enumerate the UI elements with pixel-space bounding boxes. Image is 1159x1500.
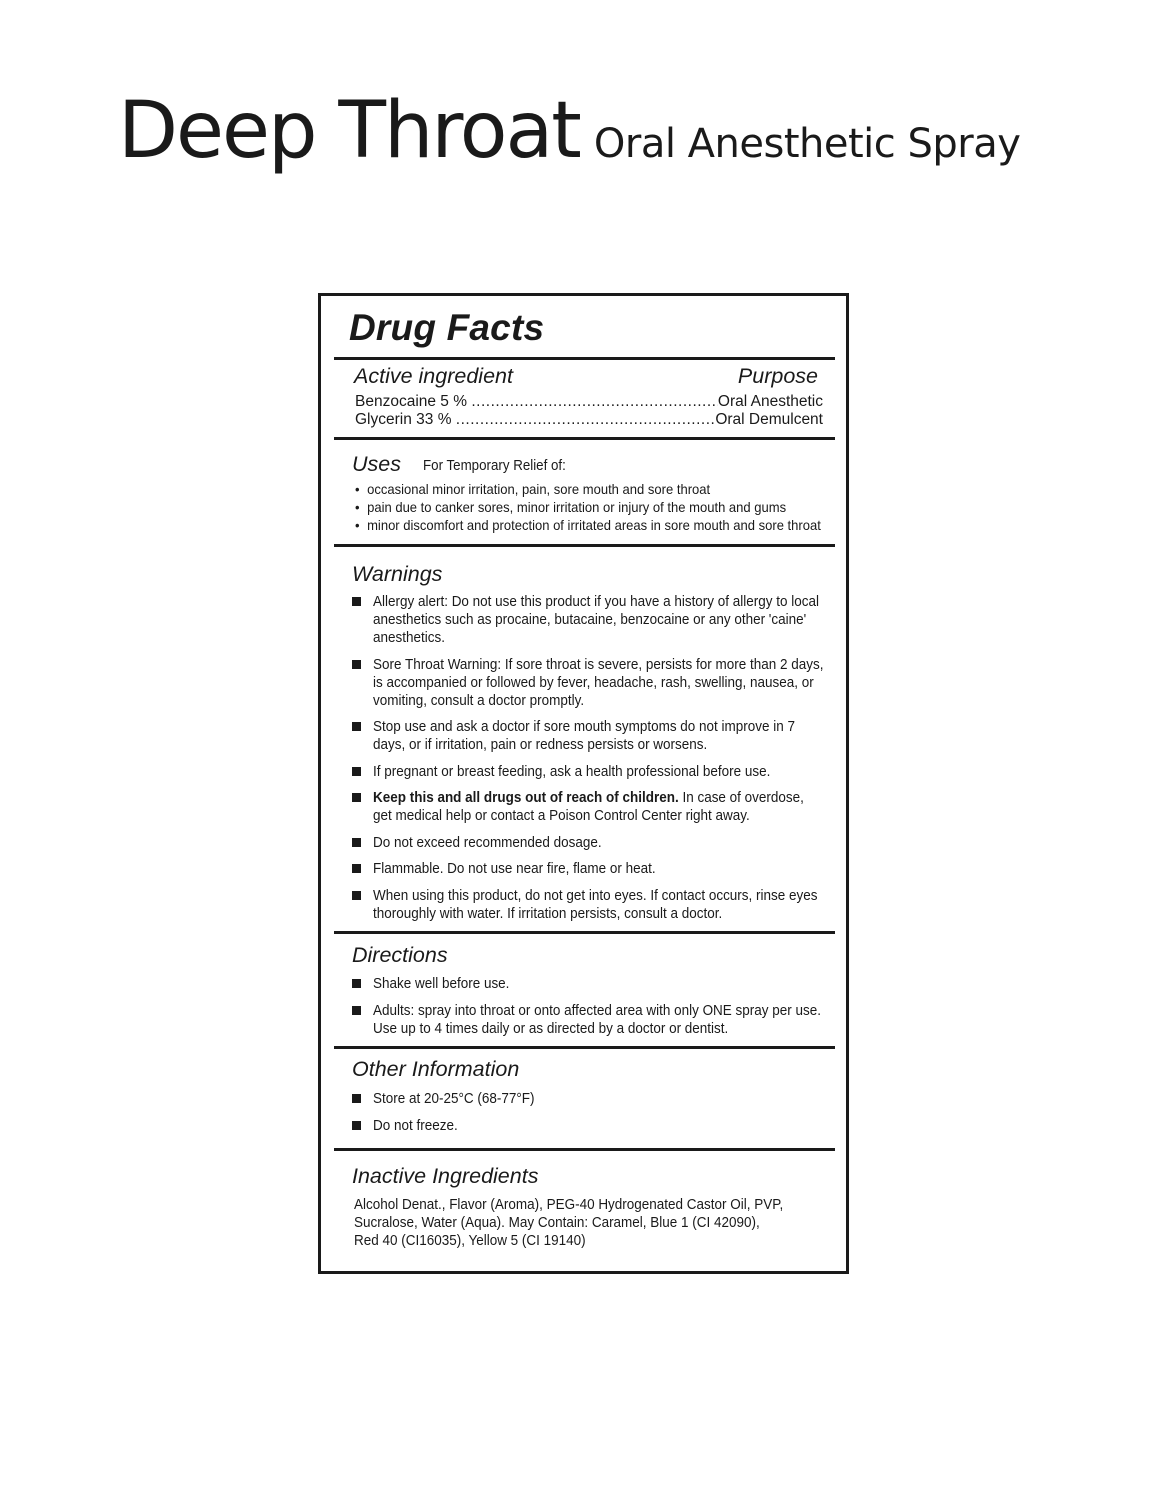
square-bullet-icon [352, 722, 361, 731]
directions-heading: Directions [352, 943, 448, 967]
warning-line: Stop use and ask a doctor if sore mouth symptoms do not improve in 7 [373, 719, 796, 735]
other-information-heading: Other Information [352, 1057, 520, 1081]
list-item: • occasional minor irritation, pain, sore mouth and sore throat [355, 480, 821, 498]
section-divider [334, 357, 835, 360]
inactive-line: Alcohol Denat., Flavor (Aroma), PEG-40 Hydrogenated Castor Oil, PVP, [354, 1197, 784, 1213]
warning-line: is accompanied or followed by fever, headache, rash, swelling, nausea, or [373, 674, 814, 691]
square-bullet-icon [352, 979, 361, 988]
warning-line: vomiting, consult a doctor promptly. [373, 692, 585, 709]
list-item [352, 1117, 547, 1135]
square-bullet-icon [352, 793, 361, 802]
info-line: Store at 20-25°C (68-77°F) [373, 1091, 535, 1107]
list-item [352, 860, 857, 878]
dot-leader [456, 411, 716, 429]
section-divider [334, 931, 835, 934]
warning-line: Sore Throat Warning: If sore throat is severe, persists for more than 2 days, [373, 656, 824, 673]
ingredient-name: Benzocaine 5 % [355, 393, 468, 410]
list-item [352, 763, 857, 781]
warnings-heading: Warnings [352, 562, 443, 586]
ingredient-purpose: Oral Anesthetic [717, 393, 823, 410]
active-ingredient-heading: Active ingredient [354, 364, 513, 388]
direction-line: Shake well before use. [373, 976, 510, 992]
list-item [352, 887, 857, 923]
warning-line: Do not exceed recommended dosage. [373, 834, 602, 851]
list-item [352, 834, 857, 852]
warning-line: Allergy alert: Do not use this product if you have a history of allergy to local [373, 594, 819, 610]
section-divider [334, 544, 835, 547]
warning-line: anesthetics. [373, 630, 445, 646]
square-bullet-icon [352, 838, 361, 847]
inactive-line: Sucralose, Water (Aqua). May Contain: Caramel, Blue 1 (CI 42090), [354, 1215, 760, 1231]
drug-facts-title: Drug Facts [349, 307, 545, 348]
purpose-heading: Purpose [737, 364, 818, 388]
list-item [352, 1090, 547, 1108]
warning-line: get medical help or contact a Poison Control Center right away. [373, 808, 750, 824]
square-bullet-icon [352, 767, 361, 776]
list-item [352, 656, 857, 710]
section-divider [334, 1148, 835, 1151]
active-ingredient-row [355, 393, 823, 411]
uses-intro: For Temporary Relief of: [423, 458, 566, 474]
square-bullet-icon [352, 660, 361, 669]
list-item [352, 1002, 855, 1038]
list-item [352, 789, 857, 825]
warning-text: In case of overdose, [678, 790, 804, 806]
square-bullet-icon [352, 891, 361, 900]
page-heading [118, 86, 1020, 176]
section-divider [334, 1046, 835, 1049]
info-line: Do not freeze. [373, 1117, 458, 1134]
square-bullet-icon [352, 864, 361, 873]
square-bullet-icon [352, 597, 361, 606]
warnings-list [352, 593, 857, 931]
product-description: Oral Anesthetic Spray [593, 121, 1021, 167]
dot-leader [471, 393, 718, 411]
square-bullet-icon [352, 1006, 361, 1015]
section-divider [334, 437, 835, 440]
ingredient-name: Glycerin 33 % [355, 411, 452, 428]
drug-facts-panel [318, 293, 849, 1274]
inactive-ingredients-text [354, 1196, 783, 1250]
other-information-list [352, 1090, 547, 1143]
active-ingredient-row [355, 411, 823, 429]
warning-line [373, 789, 823, 807]
square-bullet-icon [352, 1121, 361, 1130]
uses-list [355, 480, 856, 534]
square-bullet-icon [352, 1094, 361, 1103]
list-item [352, 593, 857, 647]
warning-line: anesthetics such as procaine, butacaine, benzocaine or any other 'caine' [373, 612, 807, 628]
warning-line: When using this product, do not get into eyes. If contact occurs, rinse eyes [373, 887, 818, 904]
uses-heading: Uses [352, 452, 401, 476]
list-item: • pain due to canker sores, minor irritation or injury of the mouth and gums [355, 498, 821, 516]
list-item: • minor discomfort and protection of irritated areas in sore mouth and sore throat [355, 516, 821, 534]
brand-name: Deep Throat [118, 86, 580, 176]
inactive-ingredients-heading: Inactive Ingredients [352, 1164, 539, 1188]
list-item [352, 975, 855, 993]
warning-line: thoroughly with water. If irritation persists, consult a doctor. [373, 905, 723, 922]
list-item [352, 718, 857, 754]
inactive-line: Red 40 (CI16035), Yellow 5 (CI 19140) [354, 1233, 586, 1249]
warning-line: If pregnant or breast feeding, ask a health professional before use. [373, 763, 771, 780]
directions-list [352, 975, 855, 1046]
warning-line: Flammable. Do not use near fire, flame or heat. [373, 861, 656, 877]
direction-line: Adults: spray into throat or onto affected area with only ONE spray per use. [373, 1002, 821, 1019]
warning-line: days, or if irritation, pain or redness persists or worsens. [373, 737, 708, 753]
children-warning-emphasis: Keep this and all drugs out of reach of children. [373, 790, 679, 806]
direction-line: Use up to 4 times daily or as directed by a doctor or dentist. [373, 1020, 729, 1037]
ingredient-purpose: Oral Demulcent [715, 411, 823, 428]
